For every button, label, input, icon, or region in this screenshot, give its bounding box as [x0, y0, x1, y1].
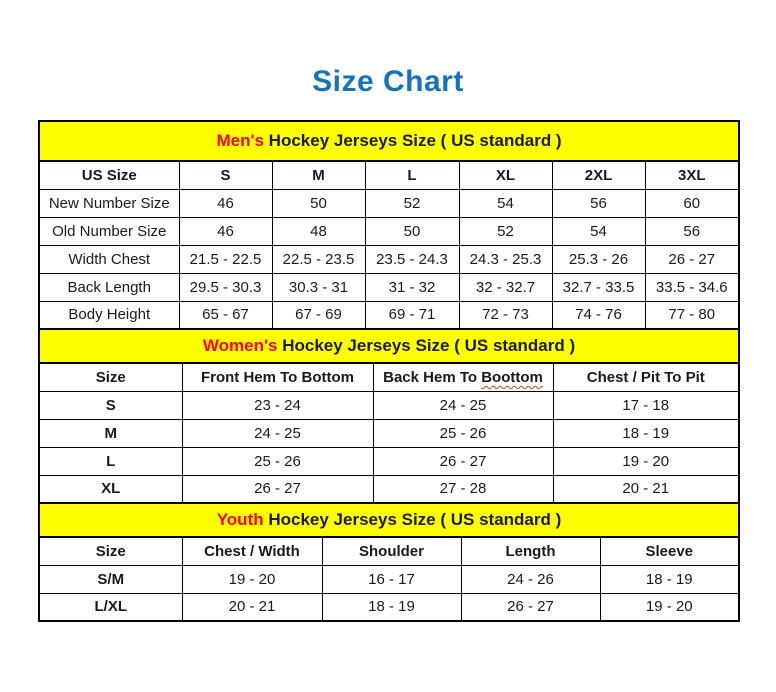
- data-cell: 67 - 69: [272, 301, 365, 329]
- data-cell: 26 - 27: [461, 593, 600, 621]
- data-cell: 54: [552, 217, 645, 245]
- mens-col-header: S: [179, 161, 272, 189]
- youth-section-header: [39, 503, 739, 537]
- data-cell: 17 - 18: [553, 391, 739, 419]
- data-cell: 18 - 19: [553, 419, 739, 447]
- table-row: [39, 447, 739, 475]
- womens-band-highlight: Women's: [202, 336, 278, 355]
- mens-column-header-row: [39, 161, 739, 189]
- womens-col-back-hem: [373, 363, 553, 391]
- data-cell: 32.7 - 33.5: [552, 273, 645, 301]
- data-cell: 20 - 21: [553, 475, 739, 503]
- data-cell: 54: [459, 189, 552, 217]
- mens-col-header: XL: [459, 161, 552, 189]
- row-label-cell: XL: [39, 475, 182, 503]
- data-cell: 16 - 17: [322, 565, 461, 593]
- data-cell: 22.5 - 23.5: [272, 245, 365, 273]
- row-label-cell: L: [39, 447, 182, 475]
- table-row: [39, 391, 739, 419]
- womens-col-front-hem: Front Hem To Bottom: [182, 363, 373, 391]
- data-cell: 30.3 - 31: [272, 273, 365, 301]
- data-cell: 77 - 80: [645, 301, 739, 329]
- data-cell: 60: [645, 189, 739, 217]
- womens-column-header-row: [39, 363, 739, 391]
- data-cell: 48: [272, 217, 365, 245]
- data-cell: 52: [459, 217, 552, 245]
- data-cell: 32 - 32.7: [459, 273, 552, 301]
- page-title: Size Chart: [312, 65, 464, 98]
- data-cell: 69 - 71: [365, 301, 459, 329]
- data-cell: 52: [365, 189, 459, 217]
- size-chart-tables: [38, 120, 738, 622]
- data-cell: 74 - 76: [552, 301, 645, 329]
- mens-col-header: 2XL: [552, 161, 645, 189]
- data-cell: 72 - 73: [459, 301, 552, 329]
- mens-band-highlight: Men's: [216, 131, 264, 150]
- data-cell: 19 - 20: [553, 447, 739, 475]
- womens-col-chest: Chest / Pit To Pit: [553, 363, 739, 391]
- row-label-cell: Back Length: [39, 273, 179, 301]
- row-label-cell: L/XL: [39, 593, 182, 621]
- data-cell: 24.3 - 25.3: [459, 245, 552, 273]
- youth-band-rest: Hockey Jerseys Size ( US standard ): [263, 510, 562, 529]
- misspelled-word: Boottom: [481, 368, 543, 386]
- data-cell: 23 - 24: [182, 391, 373, 419]
- youth-size-table: [38, 502, 740, 622]
- data-cell: 65 - 67: [179, 301, 272, 329]
- youth-col-header: Chest / Width: [182, 537, 322, 565]
- back-hem-label: Back Hem To: [383, 368, 482, 386]
- data-cell: 56: [645, 217, 739, 245]
- data-cell: 50: [272, 189, 365, 217]
- womens-band-rest: Hockey Jerseys Size ( US standard ): [277, 336, 576, 355]
- data-cell: 19 - 20: [600, 593, 739, 621]
- youth-band-row: [39, 503, 739, 537]
- womens-col-size: Size: [39, 363, 182, 391]
- row-label-cell: S/M: [39, 565, 182, 593]
- table-row: [39, 475, 739, 503]
- data-cell: 31 - 32: [365, 273, 459, 301]
- table-row: [39, 301, 739, 329]
- table-row: [39, 565, 739, 593]
- row-label-cell: M: [39, 419, 182, 447]
- data-cell: 20 - 21: [182, 593, 322, 621]
- data-cell: 18 - 19: [322, 593, 461, 621]
- row-label-cell: Old Number Size: [39, 217, 179, 245]
- youth-col-header: Sleeve: [600, 537, 739, 565]
- row-label-cell: Body Height: [39, 301, 179, 329]
- youth-band-highlight: Youth: [216, 510, 264, 529]
- youth-col-header: Size: [39, 537, 182, 565]
- table-row: [39, 273, 739, 301]
- mens-col-header: US Size: [39, 161, 179, 189]
- data-cell: 21.5 - 22.5: [179, 245, 272, 273]
- mens-section-header: [39, 121, 739, 161]
- data-cell: 24 - 25: [182, 419, 373, 447]
- data-cell: 26 - 27: [182, 475, 373, 503]
- data-cell: 46: [179, 189, 272, 217]
- mens-col-header: 3XL: [645, 161, 739, 189]
- row-label-cell: S: [39, 391, 182, 419]
- table-row: [39, 245, 739, 273]
- data-cell: 56: [552, 189, 645, 217]
- table-row: [39, 419, 739, 447]
- womens-band-row: [39, 329, 739, 363]
- mens-col-header: L: [365, 161, 459, 189]
- data-cell: 29.5 - 30.3: [179, 273, 272, 301]
- data-cell: 18 - 19: [600, 565, 739, 593]
- data-cell: 25 - 26: [373, 419, 553, 447]
- data-cell: 26 - 27: [373, 447, 553, 475]
- mens-band-row: [39, 121, 739, 161]
- row-label-cell: New Number Size: [39, 189, 179, 217]
- mens-band-rest: Hockey Jerseys Size ( US standard ): [263, 131, 562, 150]
- data-cell: 19 - 20: [182, 565, 322, 593]
- data-cell: 25.3 - 26: [552, 245, 645, 273]
- data-cell: 25 - 26: [182, 447, 373, 475]
- data-cell: 50: [365, 217, 459, 245]
- data-cell: 24 - 26: [461, 565, 600, 593]
- youth-col-header: Length: [461, 537, 600, 565]
- mens-size-table: [38, 120, 740, 330]
- data-cell: 27 - 28: [373, 475, 553, 503]
- data-cell: 33.5 - 34.6: [645, 273, 739, 301]
- table-row: [39, 593, 739, 621]
- row-label-cell: Width Chest: [39, 245, 179, 273]
- mens-col-header: M: [272, 161, 365, 189]
- youth-col-header: Shoulder: [322, 537, 461, 565]
- womens-size-table: [38, 328, 740, 504]
- youth-column-header-row: [39, 537, 739, 565]
- table-row: [39, 189, 739, 217]
- womens-section-header: [39, 329, 739, 363]
- data-cell: 46: [179, 217, 272, 245]
- data-cell: 26 - 27: [645, 245, 739, 273]
- data-cell: 24 - 25: [373, 391, 553, 419]
- data-cell: 23.5 - 24.3: [365, 245, 459, 273]
- table-row: [39, 217, 739, 245]
